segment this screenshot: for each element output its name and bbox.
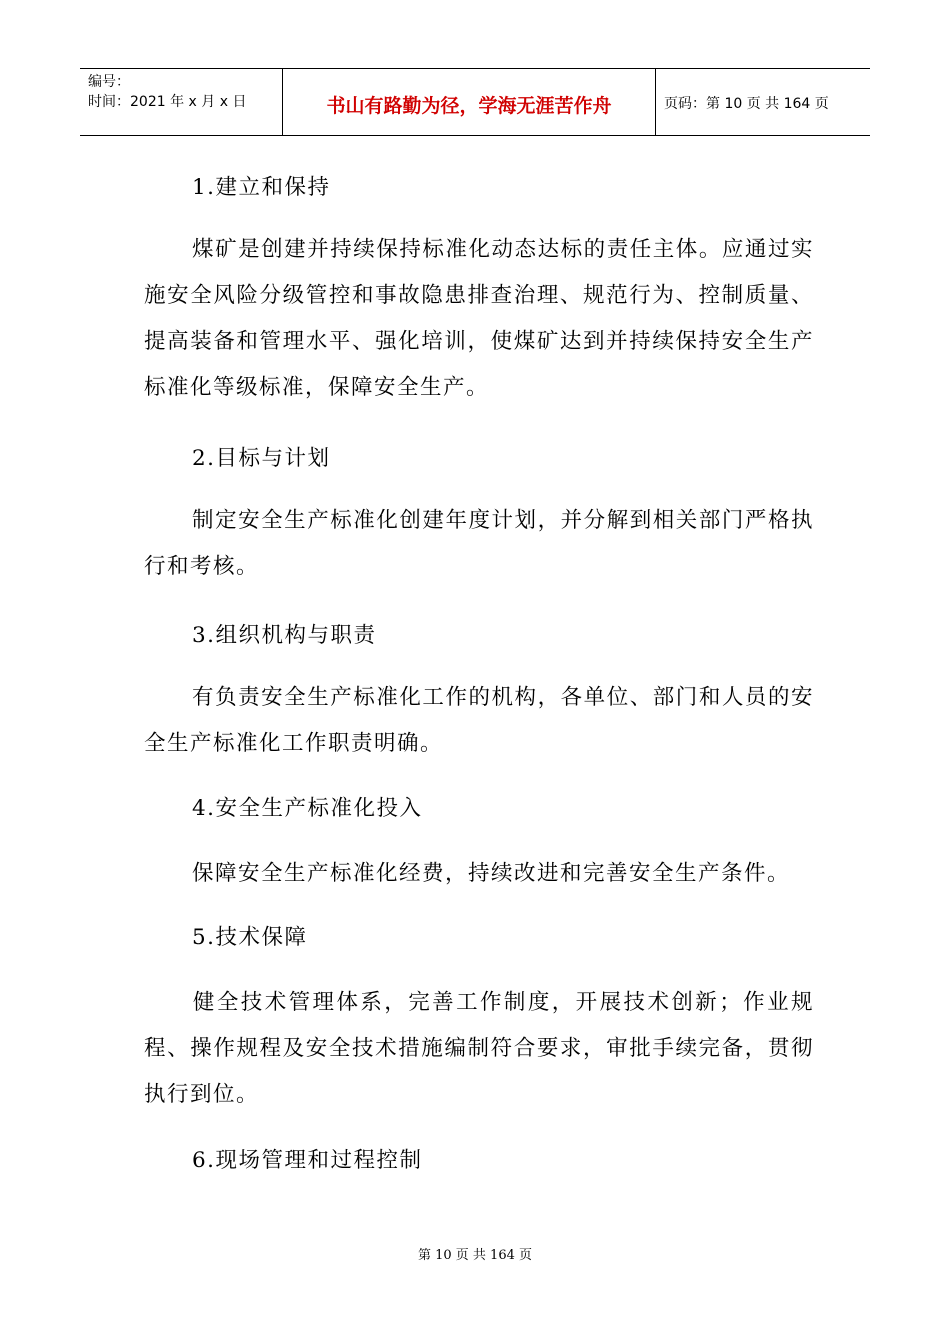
paragraph-3: 有负责安全生产标准化工作的机构，各单位、部门和人员的安全生产标准化工作职责明确。 [144, 685, 814, 756]
paragraph-4: 保障安全生产标准化经费，持续改进和完善安全生产条件。 [192, 861, 791, 886]
code-label: 编号： [88, 74, 130, 90]
page-footer [0, 1244, 950, 1263]
section-heading-2: 2.目标与计划 [192, 446, 331, 471]
section-heading-6: 6.现场管理和过程控制 [192, 1148, 423, 1173]
header-page [656, 69, 870, 135]
footer-page-number: 第 10 页 共 164 页 [417, 1248, 533, 1263]
page-header [80, 68, 870, 136]
time-label: 时间：2021 年 x 月 x 日 [88, 94, 247, 110]
header-meta [80, 69, 282, 135]
section-heading-4: 4.安全生产标准化投入 [192, 796, 423, 821]
section-heading-3: 3.组织机构与职责 [192, 623, 377, 648]
motto-text: 书山有路勤为径，学海无涯苦作舟 [326, 94, 612, 117]
paragraph-1: 煤矿是创建并持续保持标准化动态达标的责任主体。应通过实施安全风险分级管控和事故隐患排查治理、规范行为、控制质量、提高装备和管理水平、强化培训，使煤矿达到并持续保持安全生产标准化等级标准，保障安全生产。 [144, 237, 814, 400]
section-heading-1: 1.建立和保持 [192, 175, 331, 200]
section-heading-5: 5.技术保障 [192, 925, 308, 950]
header-page-label: 页码：第 10 页 共 164 页 [664, 96, 829, 112]
header-motto [282, 69, 656, 135]
paragraph-5: 健全技术管理体系，完善工作制度，开展技术创新；作业规程、操作规程及安全技术措施编制符合要求，审批手续完备，贯彻执行到位。 [144, 990, 814, 1107]
paragraph-2: 制定安全生产标准化创建年度计划，并分解到相关部门严格执行和考核。 [144, 508, 814, 579]
